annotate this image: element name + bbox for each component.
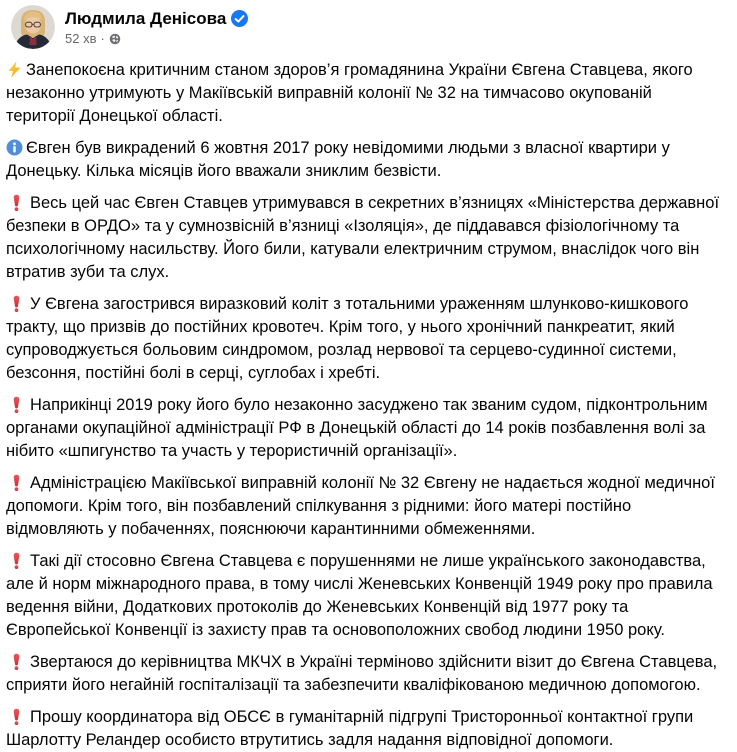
post-paragraph: Звертаюся до керівництва МКЧХ в Україні терміново здійснити візит до Євгена Ставцева, сприяти його негайній госпіталізації та забезпечити кваліфікованою медичною допомогою. [6, 653, 718, 694]
lightning-icon [6, 61, 23, 78]
post-paragraph: Наприкінці 2019 року його було незаконно засуджено так званим судом, підконтрольним органами окупаційної адміністрації РФ в Донецькій області до 14 років позбавлення волі за нібито «шпигунство та участь у терористичній організації». [6, 396, 708, 460]
post-paragraph: Адміністрацією Макіївської виправній колонії № 32 Євгену не надається жодної медичної допомоги. Крім того, він позбавлений спілкування з рідними: його матері постійно відмовляють у побаченнях, пояснюючи карантинними обмеженнями. [6, 474, 715, 538]
post-paragraph: Занепокоєна критичним станом здоров’я громадянина України Євгена Ставцева, якого незаконно утримують у Макіївській виправній колонії № 32 на тимчасово окупованій території Донецької області. [6, 61, 693, 125]
red-exclamation-icon [10, 552, 23, 569]
red-exclamation-icon [10, 653, 23, 670]
info-icon [6, 139, 23, 156]
globe-public-icon [109, 33, 121, 45]
post-paragraph: Весь цей час Євген Ставцев утримувався в секретних в’язницях «Міністерства державної безпеки в ОРДО» та у сумнозвісній в’язниці «Ізоляція», де піддавався фізіологічному та психологічному насильству. Його били, катували електричним струмом, внаслідок чого він втратив зуби та слух. [6, 194, 720, 281]
author-name[interactable]: Людмила Денісова [65, 8, 227, 28]
post-paragraph: Євген був викрадений 6 жовтня 2017 року невідомими людьми з власної квартири у Донецьку. Кілька місяців його вважали зниклим безвісти. [6, 139, 670, 180]
post-paragraph: У Євгена загострився виразковий коліт з тотальними ураженням шлунково-кишкового тракту, що призвів до постійних кровотеч. Крім того, у нього хронічний панкреатит, який супроводжується больовим синдромом, розлад нервової та серцево-судинної системи, безсоння, постійні болі в серці, суглобах і хребті. [6, 295, 689, 382]
post-meta-row [65, 31, 248, 47]
post-content [0, 51, 737, 752]
red-exclamation-icon [10, 396, 23, 413]
post-paragraph: Прошу координатора від ОБСЄ в гуманітарній підгрупі Тристоронньої контактної групи Шарлотту Реландер особисто втрутитись задля надання відповідної допомоги. [6, 708, 694, 749]
author-row [65, 8, 248, 29]
post-header [0, 0, 737, 51]
red-exclamation-icon [10, 708, 23, 725]
red-exclamation-icon [10, 194, 23, 211]
post-header-text [65, 8, 248, 47]
meta-separator: · [100, 30, 105, 46]
post-paragraph: Такі дії стосовно Євгена Ставцева є порушеннями не лише українського законодавства, але й норм міжнародного права, в тому числі Женевських Конвенцій 1949 року про правила ведення війни, Додаткових протоколів до Женевських Конвенцій від 1977 року та Європейської Конвенції із захисту прав та основоположних свобод людини 1950 року. [6, 552, 713, 639]
verified-badge-icon [231, 10, 248, 27]
red-exclamation-icon [10, 474, 23, 491]
post-timestamp[interactable]: 52 хв [65, 30, 97, 46]
avatar[interactable] [11, 5, 55, 49]
red-exclamation-icon [10, 295, 23, 312]
